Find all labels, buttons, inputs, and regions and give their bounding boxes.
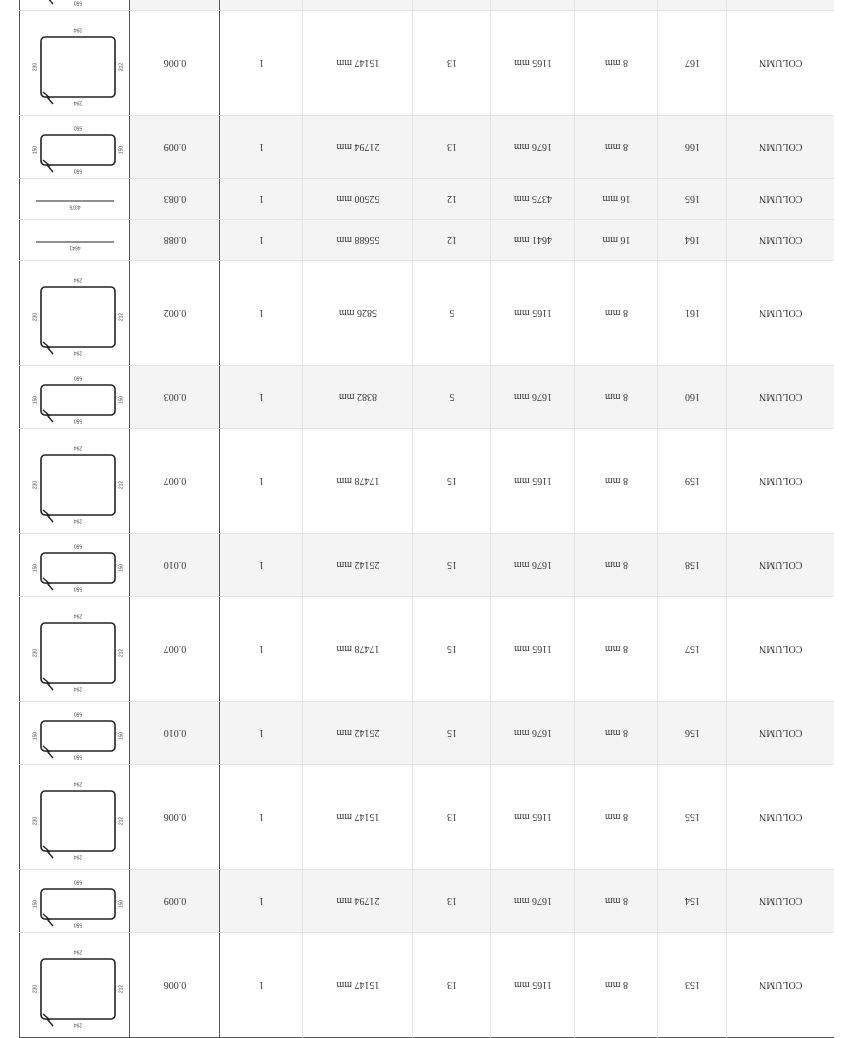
dimension-label: 150 [118, 145, 125, 155]
cell-qty: 1 [220, 429, 303, 534]
cell-weight: 0.007 [130, 429, 220, 534]
cell-cut-length: 1676 mm [491, 870, 575, 933]
cell-dia: 8 mm [575, 765, 658, 870]
table-row [20, 702, 834, 765]
cell-bar-shape [20, 220, 130, 261]
table-row [20, 11, 834, 116]
dimension-label: 550 [73, 753, 83, 760]
cell-bar-shape [20, 870, 130, 933]
cell-cut-length: 1165 mm [491, 11, 575, 116]
bar-shape-sketch [22, 768, 128, 869]
cell-member: COLUMN [727, 765, 834, 870]
cell-bar-shape [20, 179, 130, 220]
cell-weight: 0.009 [130, 870, 220, 933]
dimension-label: 150 [32, 899, 39, 909]
cell-no-of-bars: 5 [413, 261, 491, 366]
cell-dia: 8 mm [575, 261, 658, 366]
table-row [20, 220, 834, 261]
bar-shape-sketch [22, 936, 128, 1037]
dimension-label: 230 [32, 312, 39, 322]
cell-bar-mark: 160 [658, 366, 727, 429]
cell-total-length: 55688 mm [303, 220, 413, 261]
cell-dia: 16 mm [575, 179, 658, 220]
bar-schedule-table [20, 0, 835, 1038]
cell-total-length: 15147 mm [303, 11, 413, 116]
cell-bar-mark: 161 [658, 261, 727, 366]
cell-cut-length: 1676 mm [491, 366, 575, 429]
dimension-label: 150 [32, 145, 39, 155]
dimension-label: 150 [118, 731, 125, 741]
dimension-label: 230 [32, 62, 39, 72]
cell-dia: 16 mm [575, 220, 658, 261]
cell-total-length: 8382 mm [303, 366, 413, 429]
cell-member: COLUMN [727, 11, 834, 116]
dimension-label: 230 [32, 480, 39, 490]
cell-cut-length: 1676 mm [491, 702, 575, 765]
cell-cut-length: 1165 mm [491, 261, 575, 366]
cell-member: COLUMN [727, 429, 834, 534]
cell-weight [130, 0, 220, 11]
cell-total-length: 52500 mm [303, 179, 413, 220]
dimension-label: 294 [73, 276, 83, 283]
cell-no-of-bars [413, 0, 491, 11]
dimension-label: 212 [118, 62, 125, 72]
table-row [20, 597, 834, 702]
bar-shape-sketch [22, 600, 128, 701]
cell-member: COLUMN [727, 366, 834, 429]
dimension-label: 550 [73, 542, 83, 549]
cell-weight: 0.003 [130, 366, 220, 429]
dimension-label: 150 [32, 395, 39, 405]
cell-no-of-bars: 13 [413, 933, 491, 1038]
bar-shape-sketch [22, 223, 128, 260]
dimension-label: 230 [32, 648, 39, 658]
table-row [20, 116, 834, 179]
dimension-label: 550 [73, 167, 83, 174]
cell-bar-shape [20, 11, 130, 116]
cell-cut-length: 4641 mm [491, 220, 575, 261]
dimension-label: 550 [73, 417, 83, 424]
cell-member: COLUMN [727, 597, 834, 702]
cell-qty: 1 [220, 220, 303, 261]
cell-qty: 1 [220, 116, 303, 179]
cell-qty [220, 0, 303, 11]
cell-weight: 0.006 [130, 765, 220, 870]
cell-dia: 8 mm [575, 933, 658, 1038]
cell-no-of-bars: 15 [413, 429, 491, 534]
cell-qty: 1 [220, 870, 303, 933]
cell-bar-shape [20, 429, 130, 534]
dimension-label: 294 [73, 444, 83, 451]
cell-cut-length: 1165 mm [491, 597, 575, 702]
cell-dia: 8 mm [575, 116, 658, 179]
dimension-label: 550 [73, 374, 83, 381]
cell-bar-mark: 166 [658, 116, 727, 179]
cell-weight: 0.010 [130, 702, 220, 765]
table-row [20, 366, 834, 429]
cell-total-length [303, 0, 413, 11]
cell-total-length: 17478 mm [303, 429, 413, 534]
cell-weight: 0.083 [130, 179, 220, 220]
dimension-label: 212 [118, 312, 125, 322]
cell-member: COLUMN [727, 702, 834, 765]
table-row [20, 429, 834, 534]
cell-bar-shape [20, 534, 130, 597]
bar-shape-sketch [22, 264, 128, 365]
cell-qty: 1 [220, 11, 303, 116]
cell-dia: 8 mm [575, 366, 658, 429]
cell-weight: 0.009 [130, 116, 220, 179]
bar-shape-sketch [22, 537, 128, 596]
cell-total-length: 5826 mm [303, 261, 413, 366]
cell-total-length: 15147 mm [303, 765, 413, 870]
dimension-label: 294 [73, 780, 83, 787]
dimension-label: 294 [73, 612, 83, 619]
cell-bar-mark: 155 [658, 765, 727, 870]
table-row [20, 534, 834, 597]
cell-no-of-bars: 15 [413, 597, 491, 702]
cell-total-length: 25142 mm [303, 534, 413, 597]
cell-qty: 1 [220, 765, 303, 870]
cell-weight: 0.006 [130, 933, 220, 1038]
dimension-label: 150 [32, 563, 39, 573]
cell-no-of-bars: 12 [413, 179, 491, 220]
bar-shape-sketch [22, 14, 128, 115]
cell-member: COLUMN [727, 220, 834, 261]
cell-bar-shape [20, 933, 130, 1038]
dimension-label: 4641 [69, 244, 81, 251]
cell-no-of-bars: 13 [413, 11, 491, 116]
cell-member [727, 0, 834, 11]
dimension-label: 294 [73, 26, 83, 33]
cell-bar-shape [20, 366, 130, 429]
cell-member: COLUMN [727, 116, 834, 179]
dimension-label: 550 [73, 0, 83, 6]
cell-dia: 8 mm [575, 870, 658, 933]
cell-bar-mark: 167 [658, 11, 727, 116]
cell-weight: 0.002 [130, 261, 220, 366]
dimension-label: 212 [118, 480, 125, 490]
cell-bar-shape [20, 261, 130, 366]
dimension-label: 230 [32, 816, 39, 826]
cell-cut-length: 1676 mm [491, 534, 575, 597]
table-row [20, 261, 834, 366]
cell-bar-mark: 157 [658, 597, 727, 702]
cell-dia: 8 mm [575, 597, 658, 702]
cell-cut-length [491, 0, 575, 11]
cell-dia [575, 0, 658, 11]
cell-member: COLUMN [727, 870, 834, 933]
cell-total-length: 17478 mm [303, 597, 413, 702]
dimension-label: 294 [73, 685, 83, 692]
bar-shape-sketch [22, 182, 128, 219]
dimension-label: 550 [73, 921, 83, 928]
cell-member: COLUMN [727, 179, 834, 220]
dimension-label: 550 [73, 878, 83, 885]
table-row [20, 765, 834, 870]
cell-qty: 1 [220, 702, 303, 765]
dimension-label: 212 [118, 984, 125, 994]
cell-bar-shape [20, 702, 130, 765]
cell-bar-mark: 159 [658, 429, 727, 534]
dimension-label: 550 [73, 124, 83, 131]
dimension-label: 294 [73, 1021, 83, 1028]
dimension-label: 550 [73, 710, 83, 717]
dimension-label: 294 [73, 349, 83, 356]
table-row [20, 870, 834, 933]
cell-total-length: 15147 mm [303, 933, 413, 1038]
dimension-label: 294 [73, 517, 83, 524]
dimension-label: 294 [73, 99, 83, 106]
dimension-label: 212 [118, 648, 125, 658]
cell-dia: 8 mm [575, 11, 658, 116]
cell-qty: 1 [220, 534, 303, 597]
cell-bar-shape [20, 116, 130, 179]
dimension-label: 294 [73, 853, 83, 860]
cell-qty: 1 [220, 179, 303, 220]
cell-no-of-bars: 15 [413, 534, 491, 597]
cell-qty: 1 [220, 597, 303, 702]
cell-total-length: 21794 mm [303, 116, 413, 179]
bar-schedule-body [20, 0, 834, 1038]
dimension-label: 294 [73, 948, 83, 955]
dimension-label: 150 [118, 563, 125, 573]
bar-shape-sketch [22, 705, 128, 764]
dimension-label: 550 [73, 585, 83, 592]
cell-no-of-bars: 15 [413, 702, 491, 765]
cell-bar-mark: 156 [658, 702, 727, 765]
cell-dia: 8 mm [575, 534, 658, 597]
dimension-label: 150 [118, 899, 125, 909]
bar-shape-sketch [22, 873, 128, 932]
cell-qty: 1 [220, 933, 303, 1038]
cell-qty: 1 [220, 366, 303, 429]
cell-bar-shape [20, 597, 130, 702]
cell-bar-mark: 164 [658, 220, 727, 261]
cell-no-of-bars: 13 [413, 116, 491, 179]
cell-cut-length: 1165 mm [491, 429, 575, 534]
dimension-label: 4375 [69, 203, 81, 210]
cell-cut-length: 4375 mm [491, 179, 575, 220]
bar-shape-sketch [22, 369, 128, 428]
bar-shape-sketch [22, 432, 128, 533]
cell-total-length: 21794 mm [303, 870, 413, 933]
cell-cut-length: 1676 mm [491, 116, 575, 179]
dimension-label: 150 [32, 731, 39, 741]
cell-member: COLUMN [727, 534, 834, 597]
dimension-label: 230 [32, 984, 39, 994]
dimension-label: 150 [118, 395, 125, 405]
bar-shape-sketch [22, 119, 128, 178]
cell-member: COLUMN [727, 933, 834, 1038]
cell-cut-length: 1165 mm [491, 933, 575, 1038]
cell-weight: 0.088 [130, 220, 220, 261]
cell-total-length: 25142 mm [303, 702, 413, 765]
cell-cut-length: 1165 mm [491, 765, 575, 870]
table-row [20, 179, 834, 220]
cell-bar-shape [20, 765, 130, 870]
cell-no-of-bars: 13 [413, 870, 491, 933]
cell-no-of-bars: 12 [413, 220, 491, 261]
cell-bar-shape [20, 0, 130, 11]
cell-bar-mark [658, 0, 727, 11]
bar-shape-sketch [22, 0, 128, 10]
cell-weight: 0.007 [130, 597, 220, 702]
cell-no-of-bars: 13 [413, 765, 491, 870]
table-row [20, 933, 834, 1038]
table-row [20, 0, 834, 11]
cell-dia: 8 mm [575, 429, 658, 534]
cell-dia: 8 mm [575, 702, 658, 765]
cell-qty: 1 [220, 261, 303, 366]
cell-no-of-bars: 5 [413, 366, 491, 429]
cell-bar-mark: 158 [658, 534, 727, 597]
cell-bar-mark: 154 [658, 870, 727, 933]
cell-member: COLUMN [727, 261, 834, 366]
cell-bar-mark: 165 [658, 179, 727, 220]
dimension-label: 212 [118, 816, 125, 826]
cell-weight: 0.006 [130, 11, 220, 116]
cell-bar-mark: 153 [658, 933, 727, 1038]
cell-weight: 0.010 [130, 534, 220, 597]
